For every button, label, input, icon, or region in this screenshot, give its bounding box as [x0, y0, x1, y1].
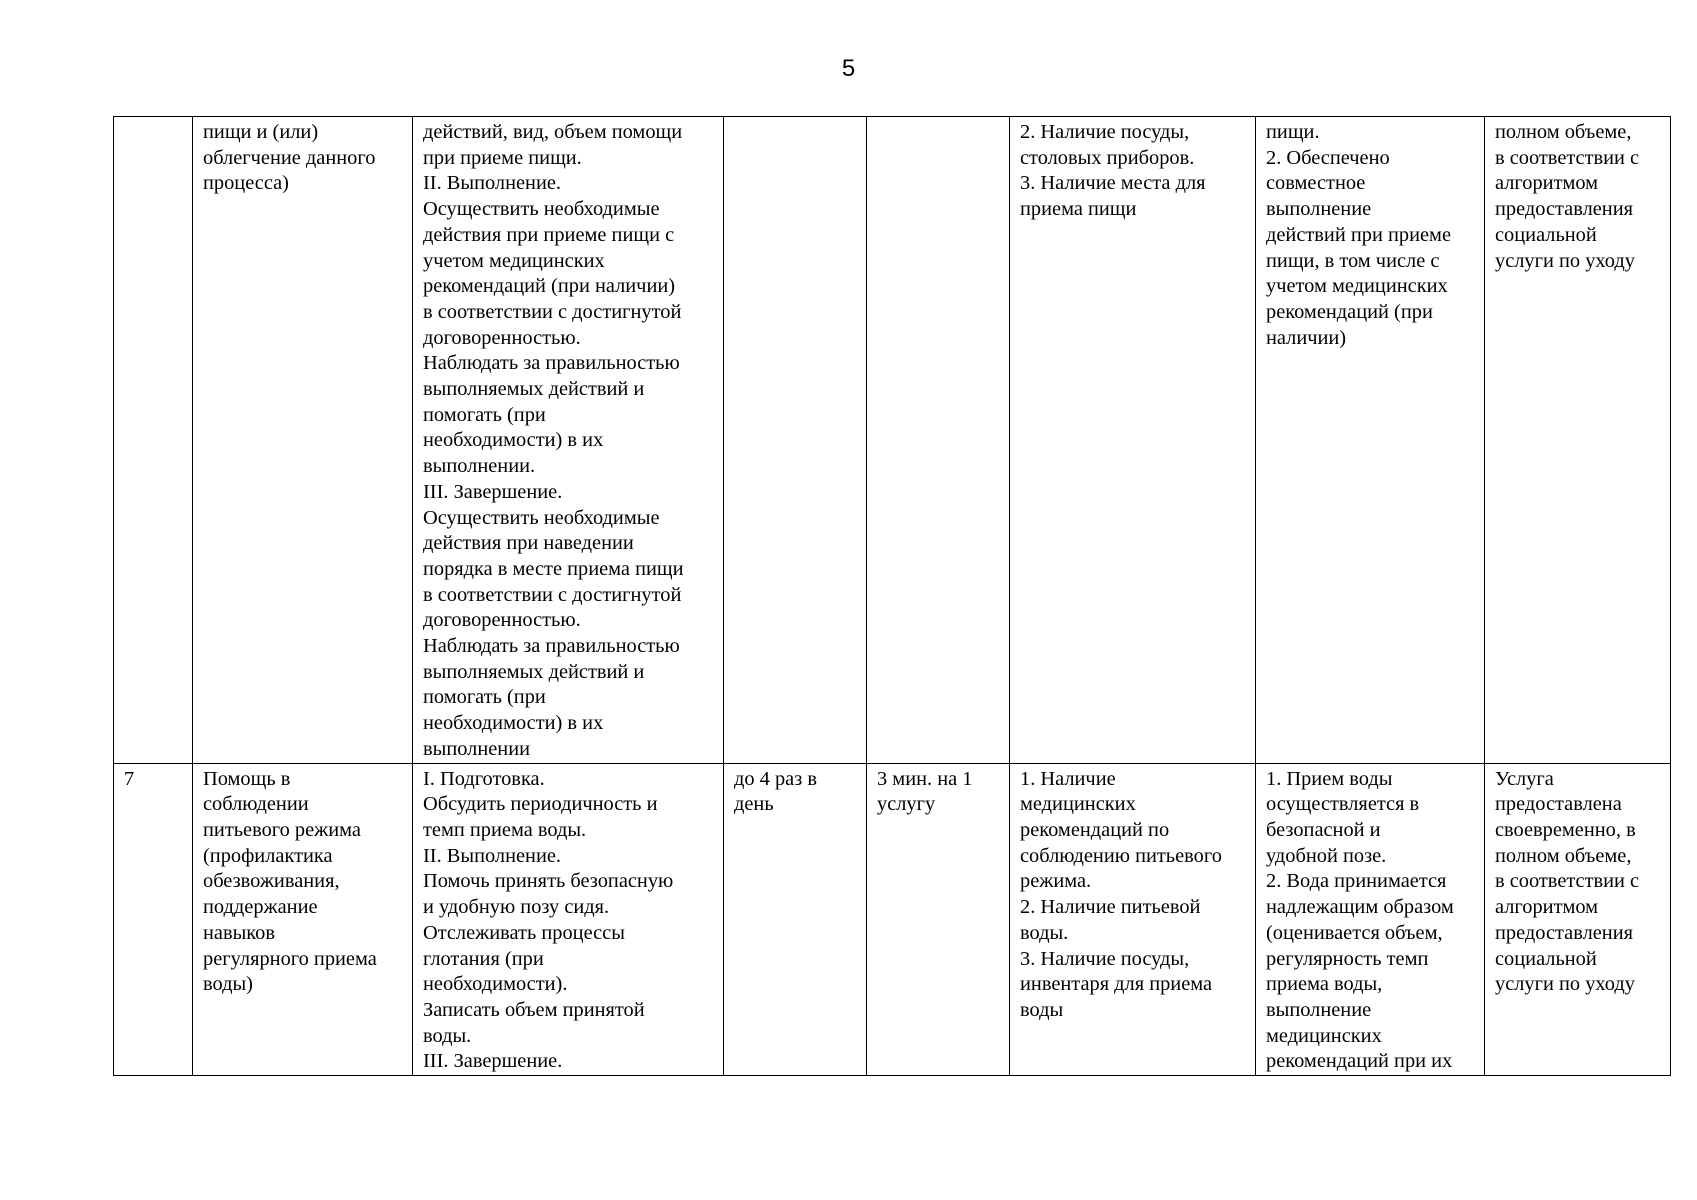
- table-row: [114, 117, 1671, 764]
- cell-service-content: действий, вид, объем помощи при приеме пищи. II. Выполнение. Осуществить необходимые действия при приеме пищи с учетом медицинских рекомендаций (при наличии) в соответствии с достигнутой договоренностью. Наблюдать за правильностью выполняемых действий и помогать (при необходимости) в их выполнении. III. Завершение. Осуществить необходимые действия при наведении порядка в месте приема пищи в соответствии с достигнутой договоренностью. Наблюдать за правильностью выполняемых действий и помогать (при необходимости) в их выполнении: [413, 117, 724, 764]
- cell-duration: 3 мин. на 1 услугу: [867, 763, 1010, 1075]
- cell-frequency: до 4 раз в день: [724, 763, 867, 1075]
- cell-quality-indicators: пищи. 2. Обеспечено совместное выполнение действий при приеме пищи, в том числе с учетом медицинских рекомендаций (при наличии): [1256, 117, 1485, 764]
- cell-conditions: 2. Наличие посуды, столовых приборов. 3. Наличие места для приема пищи: [1010, 117, 1256, 764]
- cell-evaluation: Услуга предоставлена своевременно, в полном объеме, в соответствии с алгоритмом предоставления социальной услуги по уходу: [1485, 763, 1671, 1075]
- cell-frequency: [724, 117, 867, 764]
- cell-service-content: I. Подготовка. Обсудить периодичность и темп приема воды. II. Выполнение. Помочь принять безопасную и удобную позу сидя. Отслеживать процессы глотания (при необходимости). Записать объем принятой воды. III. Завершение.: [413, 763, 724, 1075]
- cell-evaluation: полном объеме, в соответствии с алгоритмом предоставления социальной услуги по уходу: [1485, 117, 1671, 764]
- cell-conditions: 1. Наличие медицинских рекомендаций по соблюдению питьевого режима. 2. Наличие питьевой воды. 3. Наличие посуды, инвентаря для приема воды: [1010, 763, 1256, 1075]
- cell-number: [114, 117, 193, 764]
- table-row: [114, 763, 1671, 1075]
- cell-duration: [867, 117, 1010, 764]
- cell-service-name: пищи и (или) облегчение данного процесса): [193, 117, 413, 764]
- services-table: [113, 116, 1671, 1076]
- cell-service-name: Помощь в соблюдении питьевого режима (профилактика обезвоживания, поддержание навыков регулярного приема воды): [193, 763, 413, 1075]
- cell-quality-indicators: 1. Прием воды осуществляется в безопасной и удобной позе. 2. Вода принимается надлежащим образом (оценивается объем, регулярность темп приема воды, выполнение медицинских рекомендаций при их: [1256, 763, 1485, 1075]
- page-number: 5: [841, 55, 856, 82]
- cell-number: 7: [114, 763, 193, 1075]
